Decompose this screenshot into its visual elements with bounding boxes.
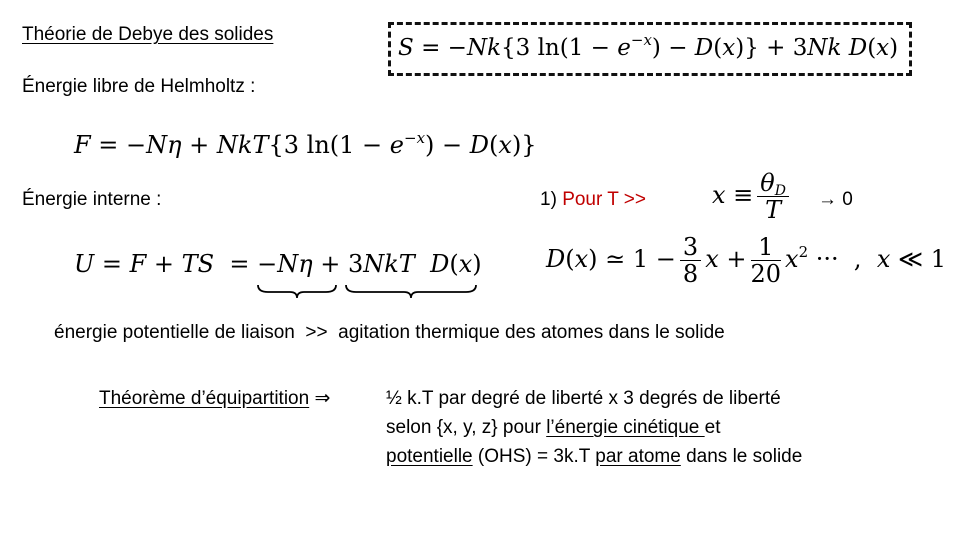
slide-title: Théorie de Debye des solides: [22, 24, 274, 45]
helmholtz-label: Énergie libre de Helmholtz :: [22, 76, 256, 97]
equipartition-line-2: [386, 417, 721, 439]
implies-arrow: ⇒: [314, 388, 331, 409]
kinetic-energy-text: l’énergie cinétique: [546, 417, 705, 438]
potential-text: potentielle: [386, 446, 473, 467]
debye-expansion-equation: D(x) ≃ 1 − $\frac{3}{8}$ x + $\frac{1}{20}$ $x^2$ ··· , x ≪ 1: [546, 233, 947, 288]
line3-suffix: dans le solide: [680, 446, 803, 467]
case-number: 1): [540, 189, 557, 210]
line2-prefix: selon {x, y, z} pour: [386, 417, 547, 438]
thermal-agitation-text: agitation thermique des atomes dans le solide: [338, 322, 725, 343]
entropy-equation: S = −Nk{3 $\ln(1 - e^{-x}) - D(x)\} + 3Nk$ D(x): [398, 31, 899, 61]
internal-energy-label: Énergie interne :: [22, 189, 162, 210]
energy-comparison-line: [54, 322, 725, 344]
underbrace-potential: [256, 283, 338, 299]
case-label: [540, 189, 646, 211]
underbrace-thermal: [344, 283, 478, 299]
x-definition: x ≡ $\frac{\theta_D}{T}$: [712, 170, 793, 223]
equipartition-line-3: [386, 446, 802, 468]
line2-suffix: et: [704, 417, 721, 438]
case-condition: Pour T >>: [562, 189, 646, 210]
potential-energy-text: énergie potentielle de liaison: [54, 322, 295, 343]
equipartition-label: Théorème d’équipartition: [99, 388, 310, 409]
arrow-zero: → 0: [818, 189, 853, 210]
per-atom-text: par atome: [595, 446, 681, 467]
equipartition-label-line: [99, 388, 330, 410]
equipartition-line-1: ½ k.T par degré de liberté x 3 degrés de liberté: [386, 388, 781, 409]
line3-mid: (OHS) = 3k.T: [472, 446, 596, 467]
much-greater-symbol: >>: [305, 322, 328, 343]
free-energy-equation: F = −Nη + NkT{3 $\ln(1 - e^{-x}) - D(x)$}: [74, 129, 537, 159]
internal-energy-equation: U = F + TS = −Nη + 3NkT D(x): [74, 250, 482, 278]
